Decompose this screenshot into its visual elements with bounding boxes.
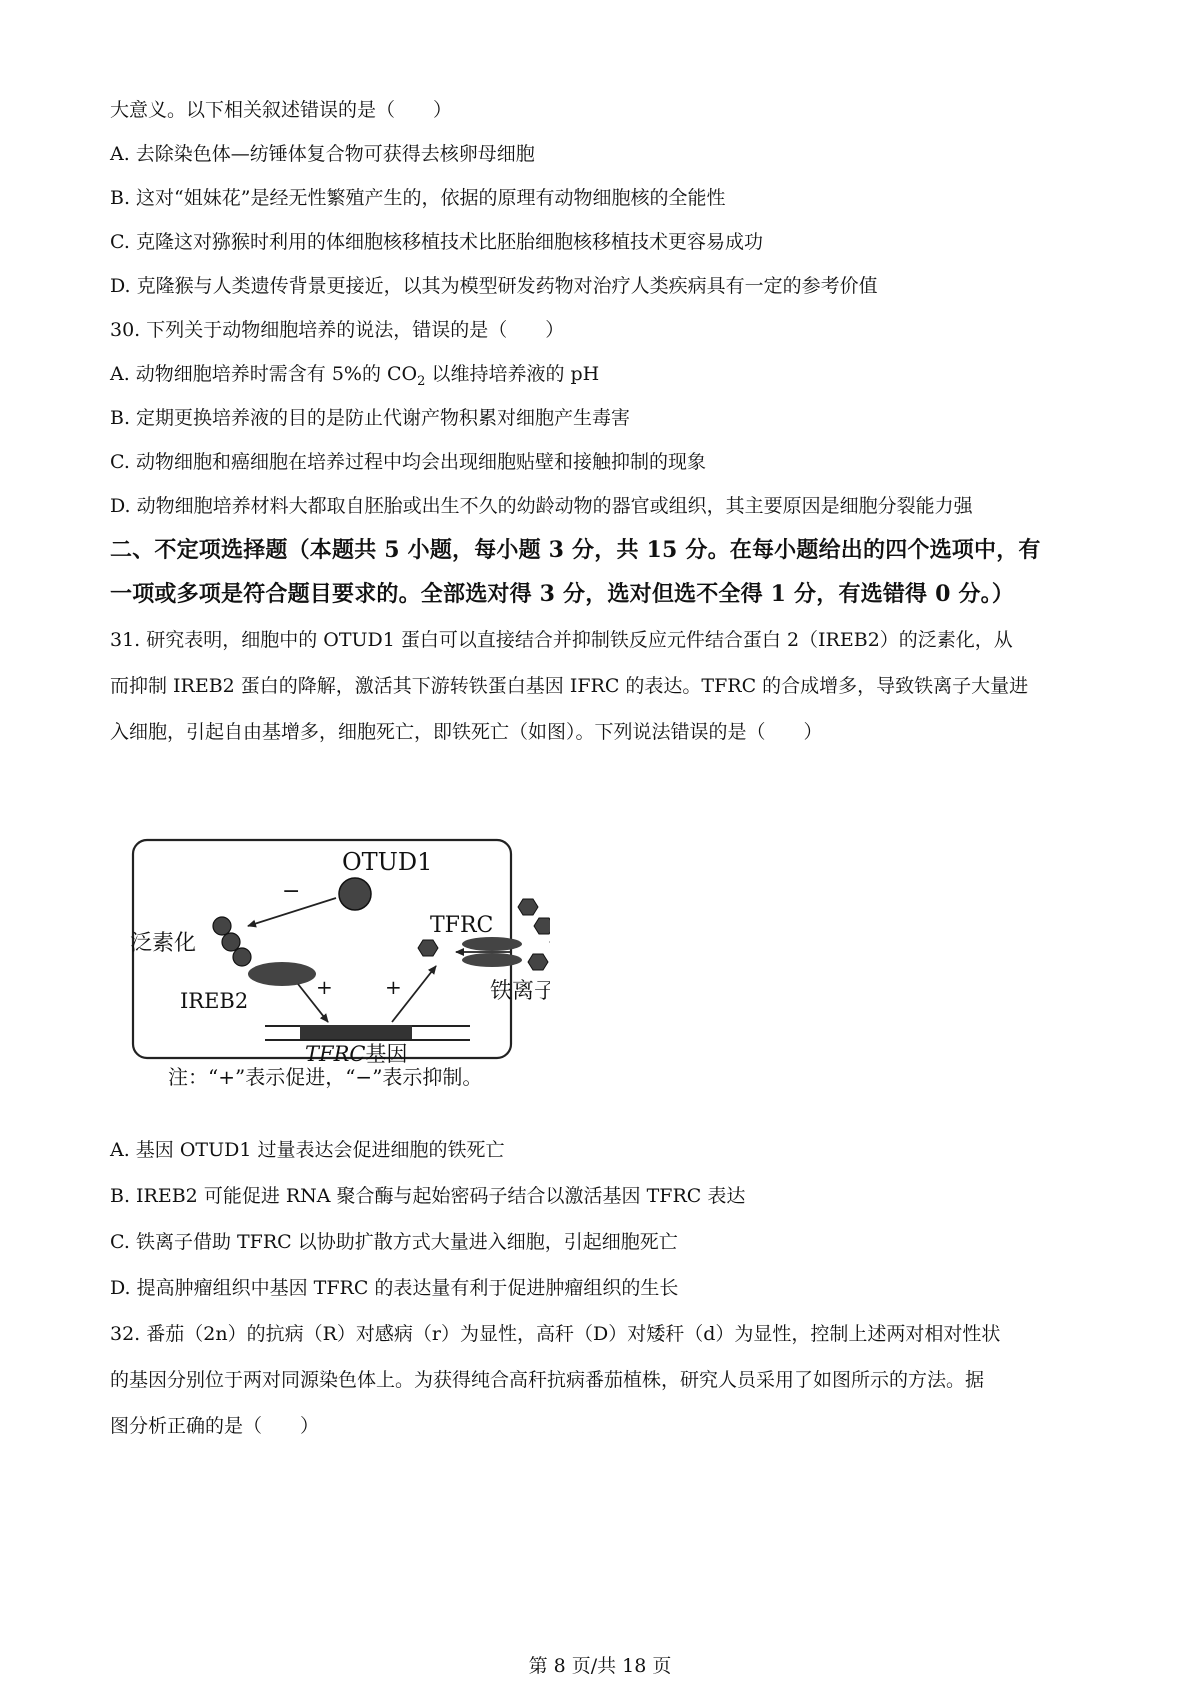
iron-ion-6 — [528, 954, 548, 970]
ubiquitination-label: 泛素化 — [130, 931, 197, 956]
tfrc-label: TFRC — [430, 913, 494, 938]
q32-stem-line3: 图分析正确的是（ ） — [110, 1415, 320, 1437]
q30-option-b: B. 定期更换培养液的目的是防止代谢产物积累对细胞产生毒害 — [110, 407, 631, 429]
tfrc-receptor-top — [462, 937, 522, 951]
q31-option-b: B. IREB2 可能促进 RNA 聚合酶与起始密码子结合以激活基因 TFRC 表达 — [110, 1185, 746, 1207]
q29-stem-tail: 大意义。以下相关叙述错误的是（ ） — [110, 99, 453, 121]
ireb2-label: IREB2 — [180, 989, 249, 1013]
ferroptosis-diagram — [130, 836, 550, 1068]
minus-sign: − — [282, 879, 301, 904]
q29-option-c: C. 克隆这对猕猴时利用的体细胞核移植技术比胚胎细胞核移植技术更容易成功 — [110, 231, 763, 253]
q29-option-a: A. 去除染色体—纺锤体复合物可获得去核卵母细胞 — [110, 143, 535, 165]
q31-option-d: D. 提高肿瘤组织中基因 TFRC 的表达量有利于促进肿瘤组织的生长 — [110, 1277, 679, 1299]
figure-note: 注：“+”表示促进，“−”表示抑制。 — [168, 1065, 483, 1089]
ubiquitin-ball-2 — [222, 933, 240, 951]
ubiquitin-ball-1 — [213, 917, 231, 935]
section-heading-line1: 二、不定项选择题（本题共 5 小题，每小题 3 分，共 15 分。在每小题给出的四个选项中，有 — [110, 537, 1041, 563]
ireb2-protein — [248, 962, 316, 986]
q30-option-a-text: A. 动物细胞培养时需含有 5%的 CO — [110, 363, 418, 385]
q30-option-a-subscript: 2 — [417, 373, 426, 389]
q31-stem-line3: 入细胞，引起自由基增多，细胞死亡，即铁死亡（如图）。下列说法错误的是（ ） — [110, 721, 823, 743]
otud1-label: OTUD1 — [342, 848, 433, 876]
tfrc-gene-suffix: 基因 — [365, 1042, 408, 1064]
ubiquitin-ball-3 — [233, 948, 251, 966]
q31-option-c: C. 铁离子借助 TFRC 以协助扩散方式大量进入细胞，引起细胞死亡 — [110, 1231, 678, 1253]
tfrc-gene-italic: TFRC — [305, 1042, 366, 1064]
section-heading-line2: 一项或多项是符合题目要求的。全部选对得 3 分，选对但选不全得 1 分，有选错得 0 分。） — [110, 581, 1015, 607]
q32-stem-line2: 的基因分别位于两对同源染色体上。为获得纯合高秆抗病番茄植株，研究人员采用了如图所示的方法。据 — [110, 1369, 985, 1391]
q31-stem-line1: 31. 研究表明，细胞中的 OTUD1 蛋白可以直接结合并抑制铁反应元件结合蛋白 2（IREB2）的泛素化，从 — [110, 629, 1013, 651]
tfrc-receptor-bottom — [462, 953, 522, 967]
tfrc-gene-label — [305, 1042, 407, 1064]
q29-option-b: B. 这对“姐妹花”是经无性繁殖产生的，依据的原理有动物细胞核的全能性 — [110, 187, 726, 209]
plus-sign-ireb2: + — [316, 975, 333, 999]
q30-option-a-text-end: 以维持培养液的 pH — [425, 363, 600, 385]
q31-option-a: A. 基因 OTUD1 过量表达会促进细胞的铁死亡 — [110, 1139, 505, 1161]
q29-option-d: D. 克隆猴与人类遗传背景更接近，以其为模型研发药物对治疗人类疾病具有一定的参考价值 — [110, 275, 878, 297]
q32-stem-line1: 32. 番茄（2n）的抗病（R）对感病（r）为显性，高秆（D）对矮秆（d）为显性，控制上述两对相对性状 — [110, 1323, 1001, 1345]
otud1-protein — [339, 878, 371, 910]
page-footer: 第 8 页/共 18 页 — [528, 1655, 672, 1677]
tfrc-gene-segment — [300, 1025, 412, 1039]
iron-ion-label: 铁离子 — [490, 979, 550, 1004]
q30-option-a — [110, 362, 600, 389]
iron-ion-3 — [534, 918, 550, 934]
q30-option-c: C. 动物细胞和癌细胞在培养过程中均会出现细胞贴壁和接触抑制的现象 — [110, 451, 706, 473]
iron-ion-2 — [518, 899, 538, 915]
q31-stem-line2: 而抑制 IREB2 蛋白的降解，激活其下游转铁蛋白基因 IFRC 的表达。TFRC 的合成增多，导致铁离子大量进 — [110, 675, 1029, 697]
iron-ion-1 — [418, 940, 438, 956]
q30-option-d: D. 动物细胞培养材料大都取自胚胎或出生不久的幼龄动物的器官或组织，其主要原因是细胞分裂能力强 — [110, 495, 973, 517]
plus-sign-gene: + — [385, 975, 402, 999]
q30-stem: 30. 下列关于动物细胞培养的说法，错误的是（ ） — [110, 319, 565, 341]
